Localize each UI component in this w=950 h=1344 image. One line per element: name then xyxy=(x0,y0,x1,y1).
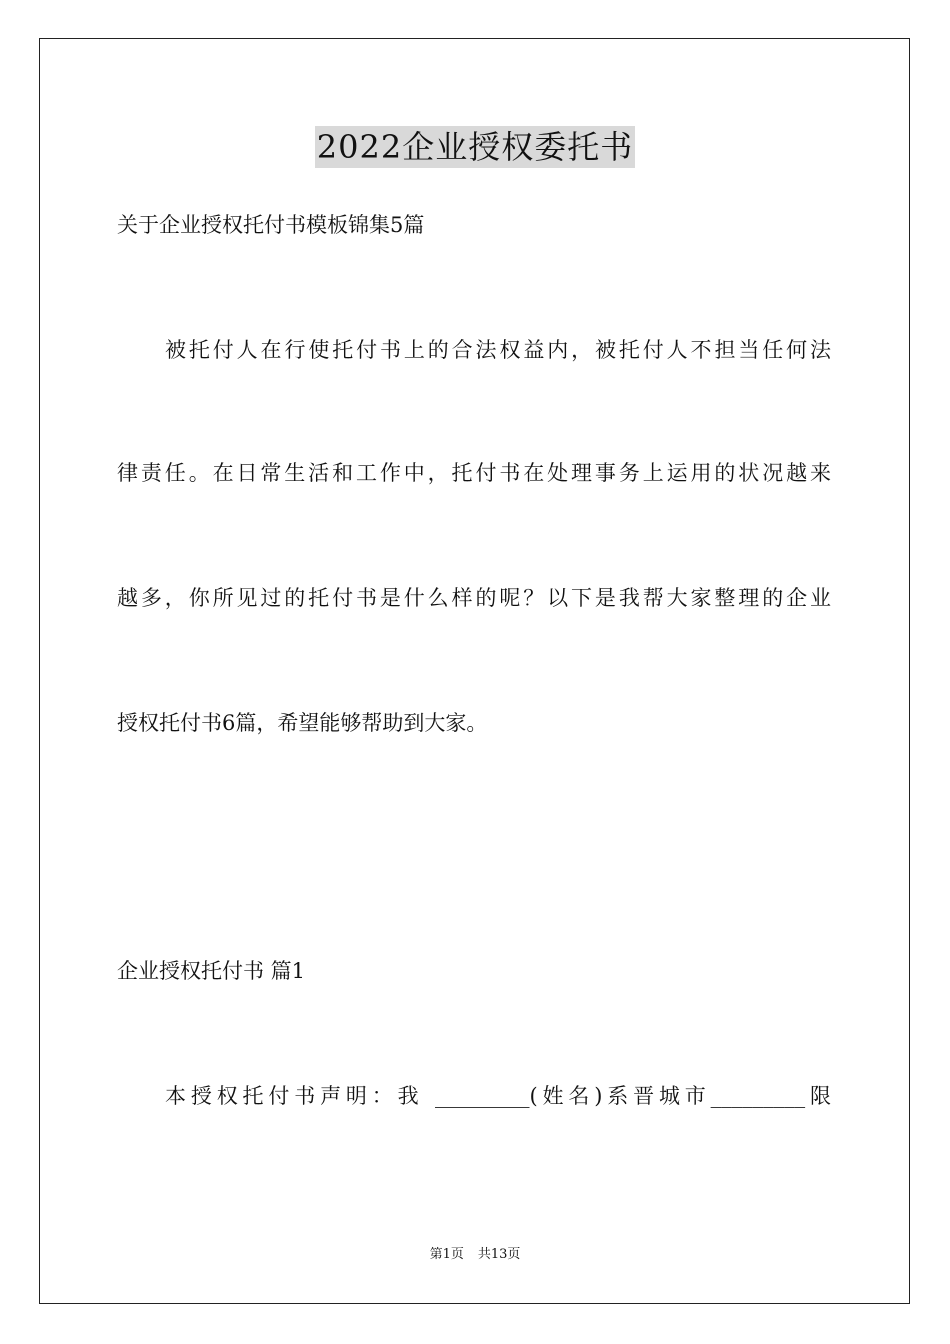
page-total: 共13页 xyxy=(477,1247,521,1262)
section-heading: 企业授权托付书 篇1 xyxy=(117,959,306,983)
paragraph-line-3: 越多，你所见过的托付书是什么样的呢？以下是我帮大家整理的企业 xyxy=(117,586,831,610)
paragraph-line-1: 被托付人在行使托付书上的合法权益内，被托付人不担当任何法 xyxy=(165,338,831,362)
document-title: 2022企业授权委托书 xyxy=(316,128,634,166)
document-subtitle: 关于企业授权托付书模板锦集5篇 xyxy=(117,213,425,237)
title-container xyxy=(0,126,950,168)
paragraph-line-2: 律责任。在日常生活和工作中，托付书在处理事务上运用的状况越来 xyxy=(117,461,831,485)
page-number: 第1页 xyxy=(429,1247,464,1262)
page-footer xyxy=(0,1246,950,1264)
paragraph-line-4: 授权托付书6篇，希望能够帮助到大家。 xyxy=(117,711,488,735)
section-body-line-1: 本授权托付书声明：我 _________(姓名)系晋城市_________限 xyxy=(165,1084,831,1108)
